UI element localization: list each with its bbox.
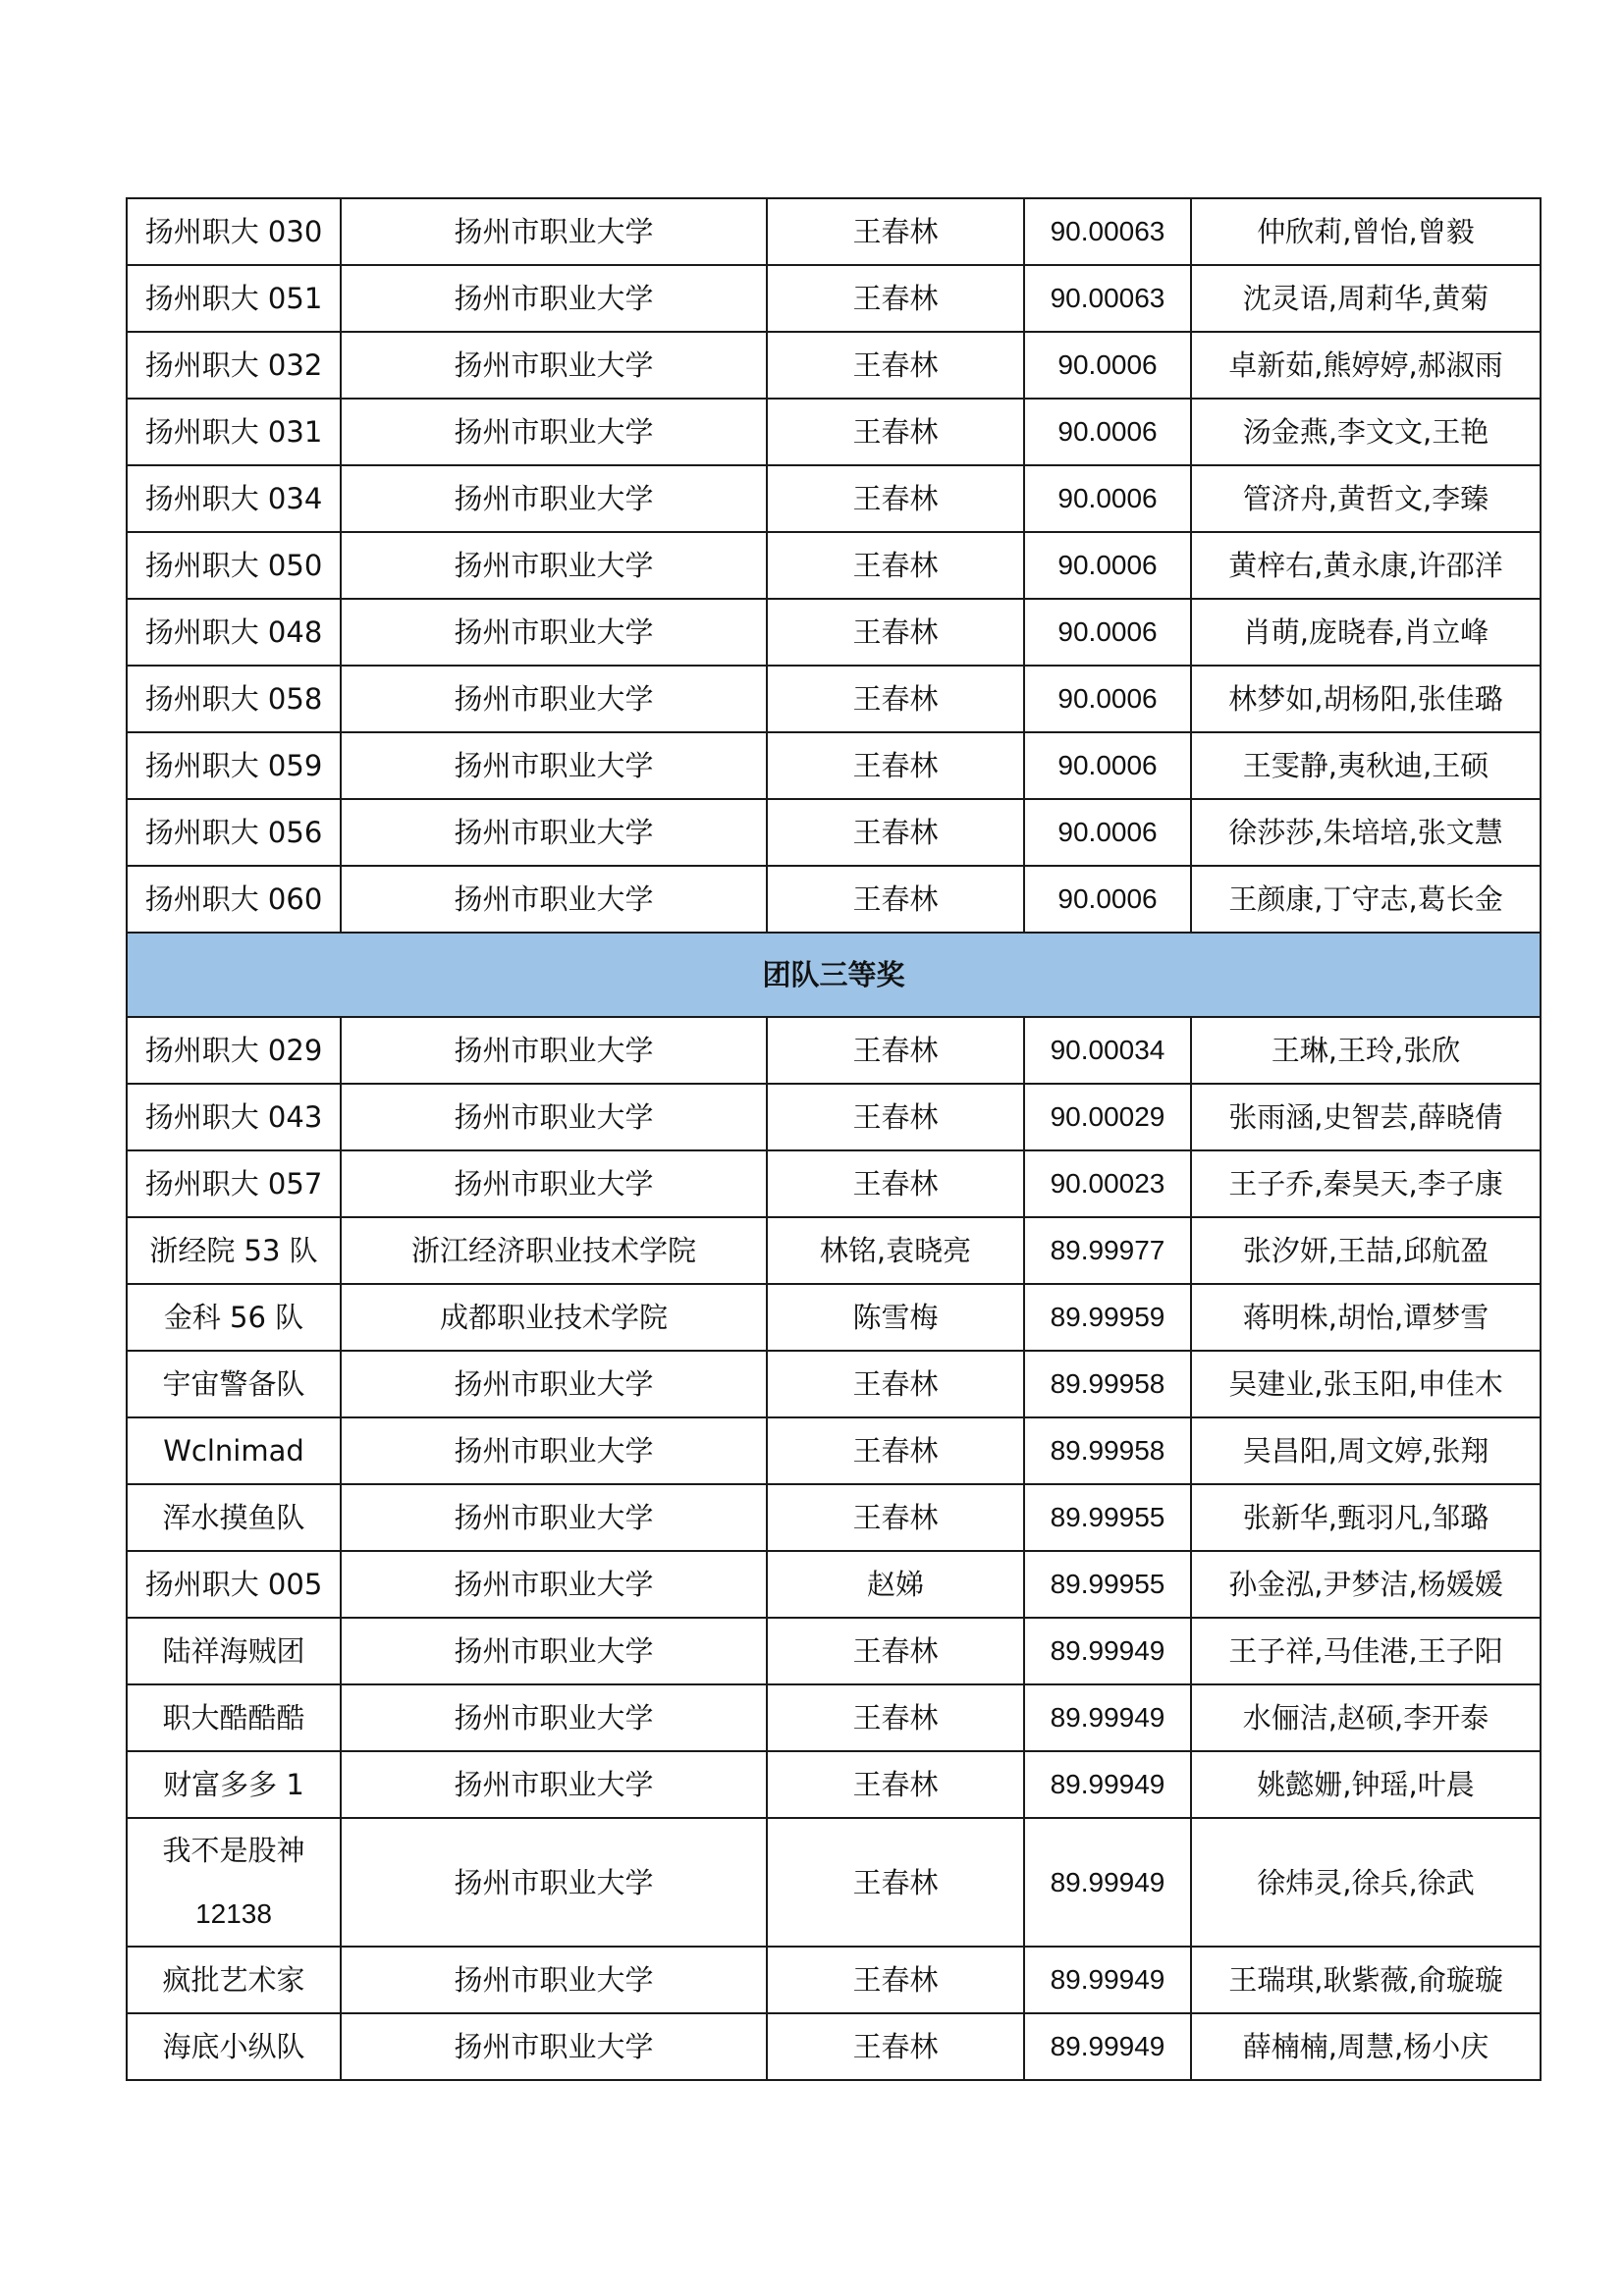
school-cell: 扬州市职业大学	[341, 1947, 767, 2013]
team-cell: 扬州职大 034	[127, 465, 341, 532]
teacher-cell: 王春林	[767, 1417, 1024, 1484]
table-row	[127, 866, 1541, 933]
team-cell: 扬州职大 057	[127, 1150, 341, 1217]
table-row	[127, 1484, 1541, 1551]
team-name-line: 我不是股神	[162, 1834, 305, 1867]
members-cell: 徐莎莎,朱培培,张文慧	[1191, 799, 1541, 866]
table-row	[127, 1284, 1541, 1351]
school-cell: 扬州市职业大学	[341, 1084, 767, 1150]
members-cell: 肖萌,庞晓春,肖立峰	[1191, 599, 1541, 666]
school-cell: 扬州市职业大学	[341, 1818, 767, 1947]
members-cell: 水俪洁,赵硕,李开泰	[1191, 1684, 1541, 1751]
score-cell: 90.0006	[1024, 532, 1191, 599]
teacher-cell: 王春林	[767, 1017, 1024, 1084]
team-cell: 扬州职大 029	[127, 1017, 341, 1084]
members-cell: 王颜康,丁守志,葛长金	[1191, 866, 1541, 933]
score-cell: 90.00023	[1024, 1150, 1191, 1217]
members-cell: 汤金燕,李文文,王艳	[1191, 399, 1541, 465]
school-cell: 扬州市职业大学	[341, 198, 767, 265]
teacher-cell: 王春林	[767, 532, 1024, 599]
members-cell: 张汐妍,王喆,邱航盈	[1191, 1217, 1541, 1284]
table-row	[127, 1417, 1541, 1484]
team-cell: 浑水摸鱼队	[127, 1484, 341, 1551]
team-cell: 扬州职大 031	[127, 399, 341, 465]
school-cell: 扬州市职业大学	[341, 1684, 767, 1751]
table-body	[127, 198, 1541, 2080]
school-cell: 扬州市职业大学	[341, 265, 767, 332]
members-cell: 林梦如,胡杨阳,张佳璐	[1191, 666, 1541, 732]
members-cell: 王子祥,马佳港,王子阳	[1191, 1618, 1541, 1684]
members-cell: 王子乔,秦昊天,李子康	[1191, 1150, 1541, 1217]
school-cell: 扬州市职业大学	[341, 2013, 767, 2080]
teacher-cell: 王春林	[767, 1484, 1024, 1551]
teacher-cell: 王春林	[767, 599, 1024, 666]
teacher-cell: 王春林	[767, 799, 1024, 866]
table-row	[127, 1017, 1541, 1084]
members-cell: 王雯静,夷秋迪,王硕	[1191, 732, 1541, 799]
members-cell: 徐炜灵,徐兵,徐武	[1191, 1818, 1541, 1947]
teacher-cell: 王春林	[767, 1150, 1024, 1217]
team-cell: 扬州职大 048	[127, 599, 341, 666]
team-cell: 财富多多 1	[127, 1751, 341, 1818]
table-row	[127, 1751, 1541, 1818]
school-cell: 扬州市职业大学	[341, 866, 767, 933]
table-row	[127, 1150, 1541, 1217]
teacher-cell: 王春林	[767, 1751, 1024, 1818]
team-cell: 浙经院 53 队	[127, 1217, 341, 1284]
team-cell: 扬州职大 030	[127, 198, 341, 265]
score-cell: 89.99949	[1024, 1618, 1191, 1684]
teacher-cell: 林铭,袁晓亮	[767, 1217, 1024, 1284]
teacher-cell: 王春林	[767, 465, 1024, 532]
school-cell: 扬州市职业大学	[341, 1017, 767, 1084]
school-cell: 扬州市职业大学	[341, 332, 767, 399]
table-row	[127, 1947, 1541, 2013]
table-row	[127, 265, 1541, 332]
teacher-cell: 赵娣	[767, 1551, 1024, 1618]
teacher-cell: 王春林	[767, 1947, 1024, 2013]
score-cell: 89.99949	[1024, 1684, 1191, 1751]
team-cell: 扬州职大 005	[127, 1551, 341, 1618]
school-cell: 扬州市职业大学	[341, 465, 767, 532]
school-cell: 扬州市职业大学	[341, 1351, 767, 1417]
team-cell: 扬州职大 032	[127, 332, 341, 399]
table-row	[127, 599, 1541, 666]
members-cell: 王琳,王玲,张欣	[1191, 1017, 1541, 1084]
section-title: 团队三等奖	[127, 933, 1541, 1017]
score-cell: 90.00029	[1024, 1084, 1191, 1150]
table-row	[127, 1618, 1541, 1684]
table-row	[127, 1684, 1541, 1751]
score-cell: 90.0006	[1024, 866, 1191, 933]
school-cell: 扬州市职业大学	[341, 532, 767, 599]
team-cell: 金科 56 队	[127, 1284, 341, 1351]
school-cell: 扬州市职业大学	[341, 1618, 767, 1684]
score-cell: 89.99977	[1024, 1217, 1191, 1284]
score-cell: 89.99949	[1024, 1818, 1191, 1947]
teacher-cell: 王春林	[767, 1084, 1024, 1150]
table-row	[127, 1351, 1541, 1417]
members-cell: 王瑞琪,耿紫薇,俞璇璇	[1191, 1947, 1541, 2013]
table-row	[127, 532, 1541, 599]
team-cell: 疯批艺术家	[127, 1947, 341, 2013]
table-row	[127, 1217, 1541, 1284]
score-cell: 90.0006	[1024, 732, 1191, 799]
table-row	[127, 1084, 1541, 1150]
members-cell: 仲欣莉,曾怡,曾毅	[1191, 198, 1541, 265]
score-cell: 90.0006	[1024, 465, 1191, 532]
score-cell: 89.99955	[1024, 1551, 1191, 1618]
table-row	[127, 198, 1541, 265]
school-cell: 成都职业技术学院	[341, 1284, 767, 1351]
members-cell: 黄梓右,黄永康,许邵洋	[1191, 532, 1541, 599]
score-cell: 89.99958	[1024, 1351, 1191, 1417]
members-cell: 卓新茹,熊婷婷,郝淑雨	[1191, 332, 1541, 399]
table-row	[127, 1551, 1541, 1618]
teacher-cell: 王春林	[767, 198, 1024, 265]
school-cell: 扬州市职业大学	[341, 732, 767, 799]
team-cell	[127, 1818, 341, 1947]
members-cell: 张雨涵,史智芸,薛晓倩	[1191, 1084, 1541, 1150]
teacher-cell: 王春林	[767, 332, 1024, 399]
team-cell: 职大酷酷酷	[127, 1684, 341, 1751]
teacher-cell: 王春林	[767, 732, 1024, 799]
team-cell: 海底小纵队	[127, 2013, 341, 2080]
school-cell: 扬州市职业大学	[341, 1551, 767, 1618]
teacher-cell: 王春林	[767, 1818, 1024, 1947]
members-cell: 孙金泓,尹梦洁,杨媛媛	[1191, 1551, 1541, 1618]
team-cell: 扬州职大 056	[127, 799, 341, 866]
school-cell: 扬州市职业大学	[341, 1484, 767, 1551]
score-cell: 89.99949	[1024, 1947, 1191, 2013]
team-cell: Wclnimad	[127, 1417, 341, 1484]
score-cell: 90.00063	[1024, 198, 1191, 265]
school-cell: 扬州市职业大学	[341, 1150, 767, 1217]
teacher-cell: 王春林	[767, 2013, 1024, 2080]
school-cell: 浙江经济职业技术学院	[341, 1217, 767, 1284]
members-cell: 蒋明株,胡怡,谭梦雪	[1191, 1284, 1541, 1351]
members-cell: 姚懿姗,钟瑶,叶晨	[1191, 1751, 1541, 1818]
teacher-cell: 王春林	[767, 1618, 1024, 1684]
members-cell: 吴建业,张玉阳,申佳木	[1191, 1351, 1541, 1417]
teacher-cell: 王春林	[767, 1684, 1024, 1751]
score-cell: 89.99959	[1024, 1284, 1191, 1351]
score-cell: 89.99949	[1024, 2013, 1191, 2080]
school-cell: 扬州市职业大学	[341, 1417, 767, 1484]
team-cell: 扬州职大 051	[127, 265, 341, 332]
score-cell: 89.99955	[1024, 1484, 1191, 1551]
team-cell: 扬州职大 043	[127, 1084, 341, 1150]
score-cell: 90.00063	[1024, 265, 1191, 332]
members-cell: 张新华,甄羽凡,邹璐	[1191, 1484, 1541, 1551]
members-cell: 薛楠楠,周慧,杨小庆	[1191, 2013, 1541, 2080]
score-cell: 89.99949	[1024, 1751, 1191, 1818]
award-table	[126, 197, 1542, 2081]
score-cell: 90.0006	[1024, 399, 1191, 465]
members-cell: 吴昌阳,周文婷,张翔	[1191, 1417, 1541, 1484]
teacher-cell: 王春林	[767, 265, 1024, 332]
team-cell: 扬州职大 058	[127, 666, 341, 732]
team-cell: 扬州职大 060	[127, 866, 341, 933]
school-cell: 扬州市职业大学	[341, 599, 767, 666]
school-cell: 扬州市职业大学	[341, 666, 767, 732]
school-cell: 扬州市职业大学	[341, 399, 767, 465]
school-cell: 扬州市职业大学	[341, 799, 767, 866]
score-cell: 90.0006	[1024, 666, 1191, 732]
table-row	[127, 666, 1541, 732]
teacher-cell: 王春林	[767, 666, 1024, 732]
score-cell: 90.0006	[1024, 332, 1191, 399]
table-row	[127, 332, 1541, 399]
table-row	[127, 1818, 1541, 1947]
table-row	[127, 732, 1541, 799]
section-header-row	[127, 933, 1541, 1017]
score-cell: 90.0006	[1024, 599, 1191, 666]
team-cell: 扬州职大 059	[127, 732, 341, 799]
teacher-cell: 王春林	[767, 1351, 1024, 1417]
table-row	[127, 2013, 1541, 2080]
teacher-cell: 陈雪梅	[767, 1284, 1024, 1351]
table-row	[127, 799, 1541, 866]
team-name-line: 12138	[195, 1898, 272, 1929]
team-cell: 扬州职大 050	[127, 532, 341, 599]
members-cell: 管济舟,黄哲文,李臻	[1191, 465, 1541, 532]
score-cell: 90.0006	[1024, 799, 1191, 866]
score-cell: 90.00034	[1024, 1017, 1191, 1084]
school-cell: 扬州市职业大学	[341, 1751, 767, 1818]
team-cell: 宇宙警备队	[127, 1351, 341, 1417]
teacher-cell: 王春林	[767, 399, 1024, 465]
team-cell: 陆祥海贼团	[127, 1618, 341, 1684]
table-row	[127, 399, 1541, 465]
members-cell: 沈灵语,周莉华,黄菊	[1191, 265, 1541, 332]
teacher-cell: 王春林	[767, 866, 1024, 933]
score-cell: 89.99958	[1024, 1417, 1191, 1484]
table-row	[127, 465, 1541, 532]
